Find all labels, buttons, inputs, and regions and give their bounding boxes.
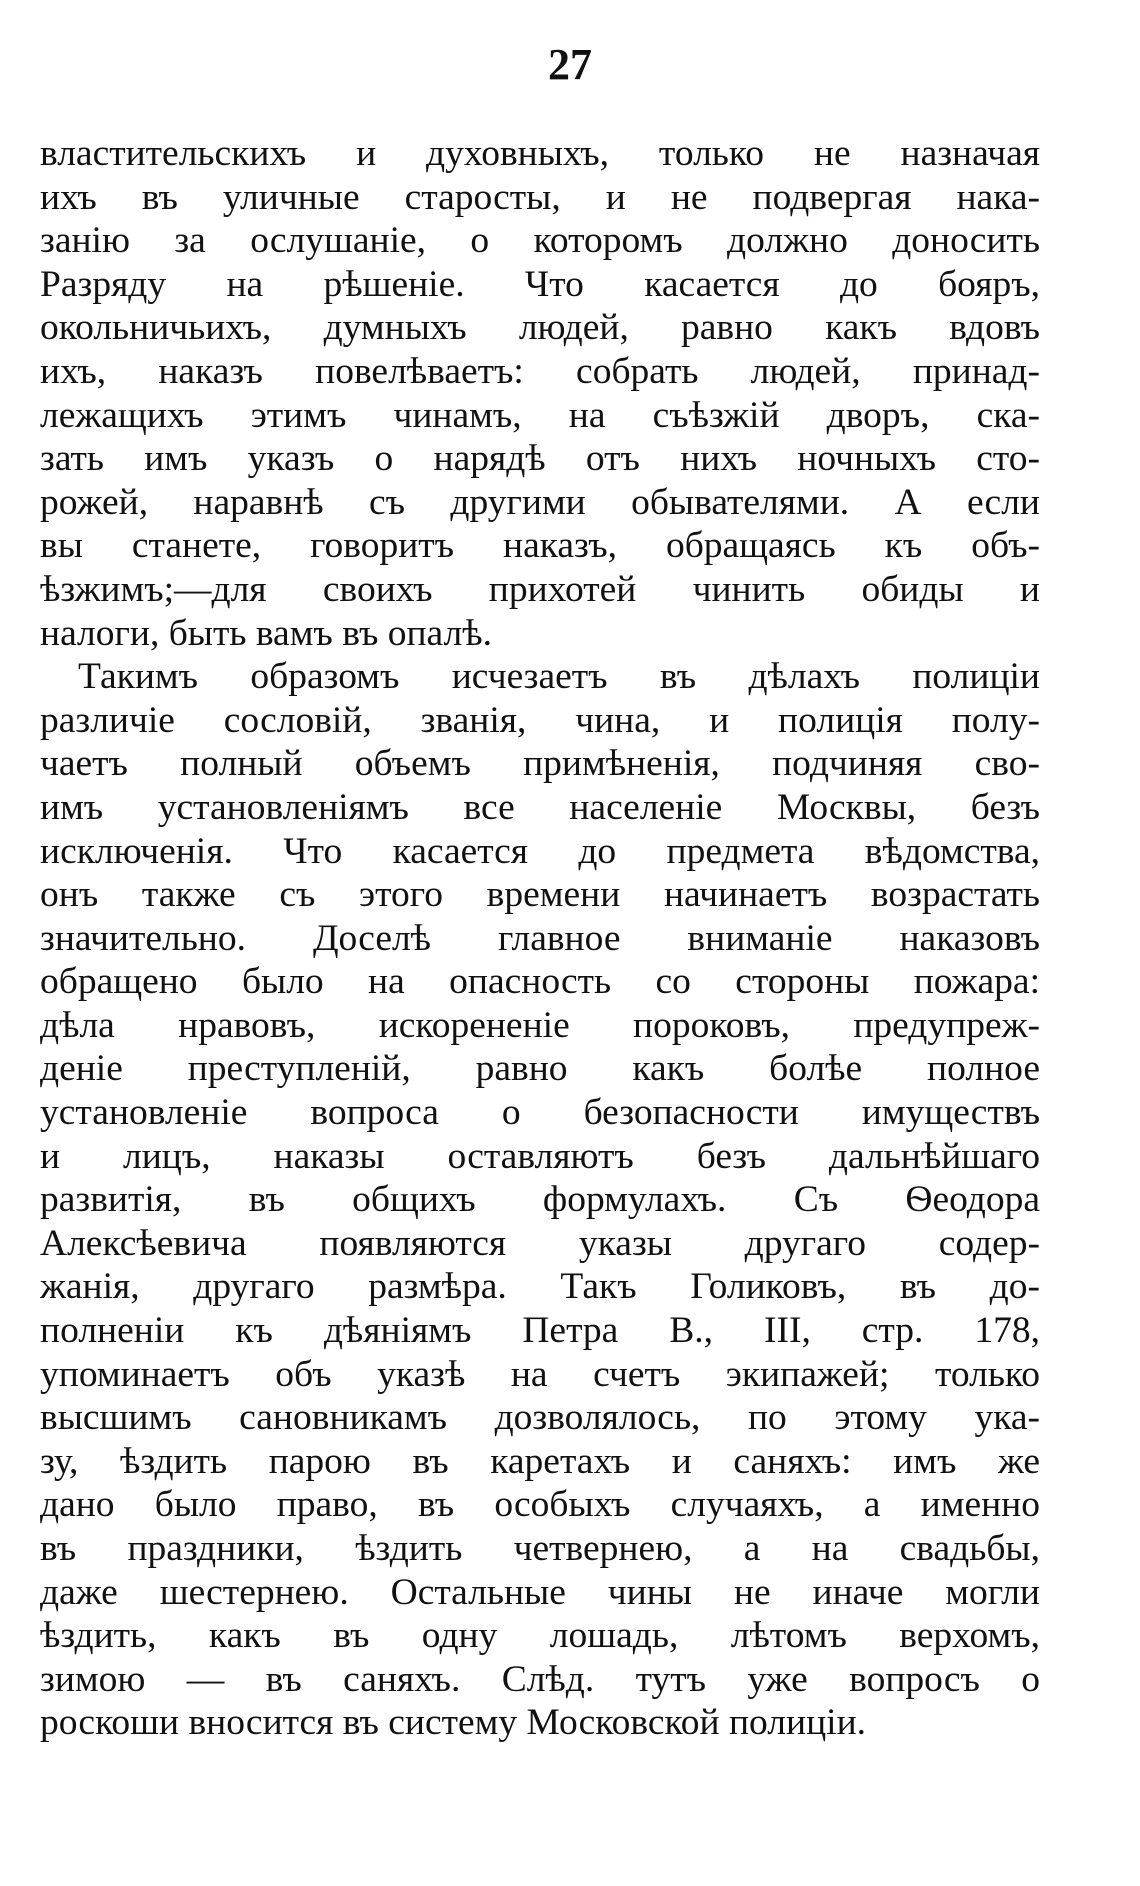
text-line: дано было право, въ особыхъ случаяхъ, а именно [40, 1484, 1040, 1526]
text-line: онъ также съ этого времени начинаетъ возрастать [40, 874, 1040, 916]
page-text [40, 132, 1040, 1745]
text-line: налоги, быть вамъ въ опалѣ. [40, 612, 492, 654]
text-line: значительно. Доселѣ главное вниманіе наказовъ [40, 917, 1040, 959]
text-line: имъ установленіямъ все населеніе Москвы, безъ [40, 786, 1040, 828]
text-line: ѣздить, какъ въ одну лошадь, лѣтомъ верхомъ, [40, 1615, 1040, 1657]
text-line: жанія, другаго размѣра. Такъ Голиковъ, въ до- [40, 1266, 1040, 1308]
text-line: Такимъ образомъ исчезаетъ въ дѣлахъ полиціи [78, 656, 1040, 698]
text-line: чаетъ полный объемъ примѣненія, подчиняя сво- [40, 743, 1040, 785]
text-line: деніе преступленій, равно какъ болѣе полное [40, 1048, 1040, 1090]
text-line: ѣзжимъ;—для своихъ прихотей чинить обиды и [40, 568, 1040, 610]
text-line: обращено было на опасность со стороны пожара: [40, 961, 1040, 1003]
text-line: Разряду на рѣшеніе. Что касается до бояръ, [40, 263, 1040, 305]
text-line: упоминаетъ объ указѣ на счетъ экипажей; только [40, 1353, 1040, 1395]
text-line: установленіе вопроса о безопасности имуществъ [40, 1092, 1040, 1134]
text-line: лежащихъ этимъ чинамъ, на съѣзжій дворъ, ска- [40, 394, 1040, 436]
text-line: и лицъ, наказы оставляютъ безъ дальнѣйшаго [40, 1135, 1040, 1177]
text-line: различіе сословій, званія, чина, и полиція полу- [40, 699, 1040, 741]
text-line: развитія, въ общихъ формулахъ. Съ Ѳеодора [40, 1179, 1040, 1221]
page-number: 27 [548, 40, 592, 89]
text-line: ихъ, наказъ повелѣваетъ: собрать людей, принад- [40, 350, 1040, 392]
text-line: зимою — въ саняхъ. Слѣд. тутъ уже вопросъ о [40, 1658, 1040, 1700]
text-line: окольничьихъ, думныхъ людей, равно какъ вдовъ [40, 307, 1040, 349]
text-line: вы станете, говоритъ наказъ, обращаясь къ объ- [40, 525, 1040, 567]
text-line: зу, ѣздить парою въ каретахъ и саняхъ: имъ же [40, 1440, 1040, 1482]
paragraph-1 [40, 132, 1040, 655]
text-line: полненіи къ дѣяніямъ Петра В., III, стр. 178, [40, 1310, 1040, 1352]
text-line: рожей, наравнѣ съ другими обывателями. А если [40, 481, 1040, 523]
text-line: зать имъ указъ о нарядѣ отъ нихъ ночныхъ сто- [40, 438, 1040, 480]
text-line: даже шестернею. Остальные чины не иначе могли [40, 1571, 1040, 1613]
text-line: въ праздники, ѣздить четвернею, а на свадьбы, [40, 1528, 1040, 1569]
text-line: исключенія. Что касается до предмета вѣдомства, [40, 830, 1040, 872]
text-line: роскоши вносится въ систему Московской полиціи. [40, 1702, 867, 1744]
text-line: Алексѣевича появляются указы другаго содер- [40, 1222, 1040, 1264]
text-line: властительскихъ и духовныхъ, только не назначая [40, 133, 1040, 174]
text-line: ихъ въ уличные старосты, и не подвергая нака- [40, 176, 1040, 218]
text-line: дѣла нравовъ, искорененіе пороковъ, предупреж- [40, 1004, 1040, 1046]
paragraph-2 [40, 655, 1040, 1745]
text-line: высшимъ сановникамъ дозволялось, по этому ука- [40, 1397, 1040, 1439]
text-line: занію за ослушаніе, о которомъ должно доносить [40, 220, 1040, 262]
